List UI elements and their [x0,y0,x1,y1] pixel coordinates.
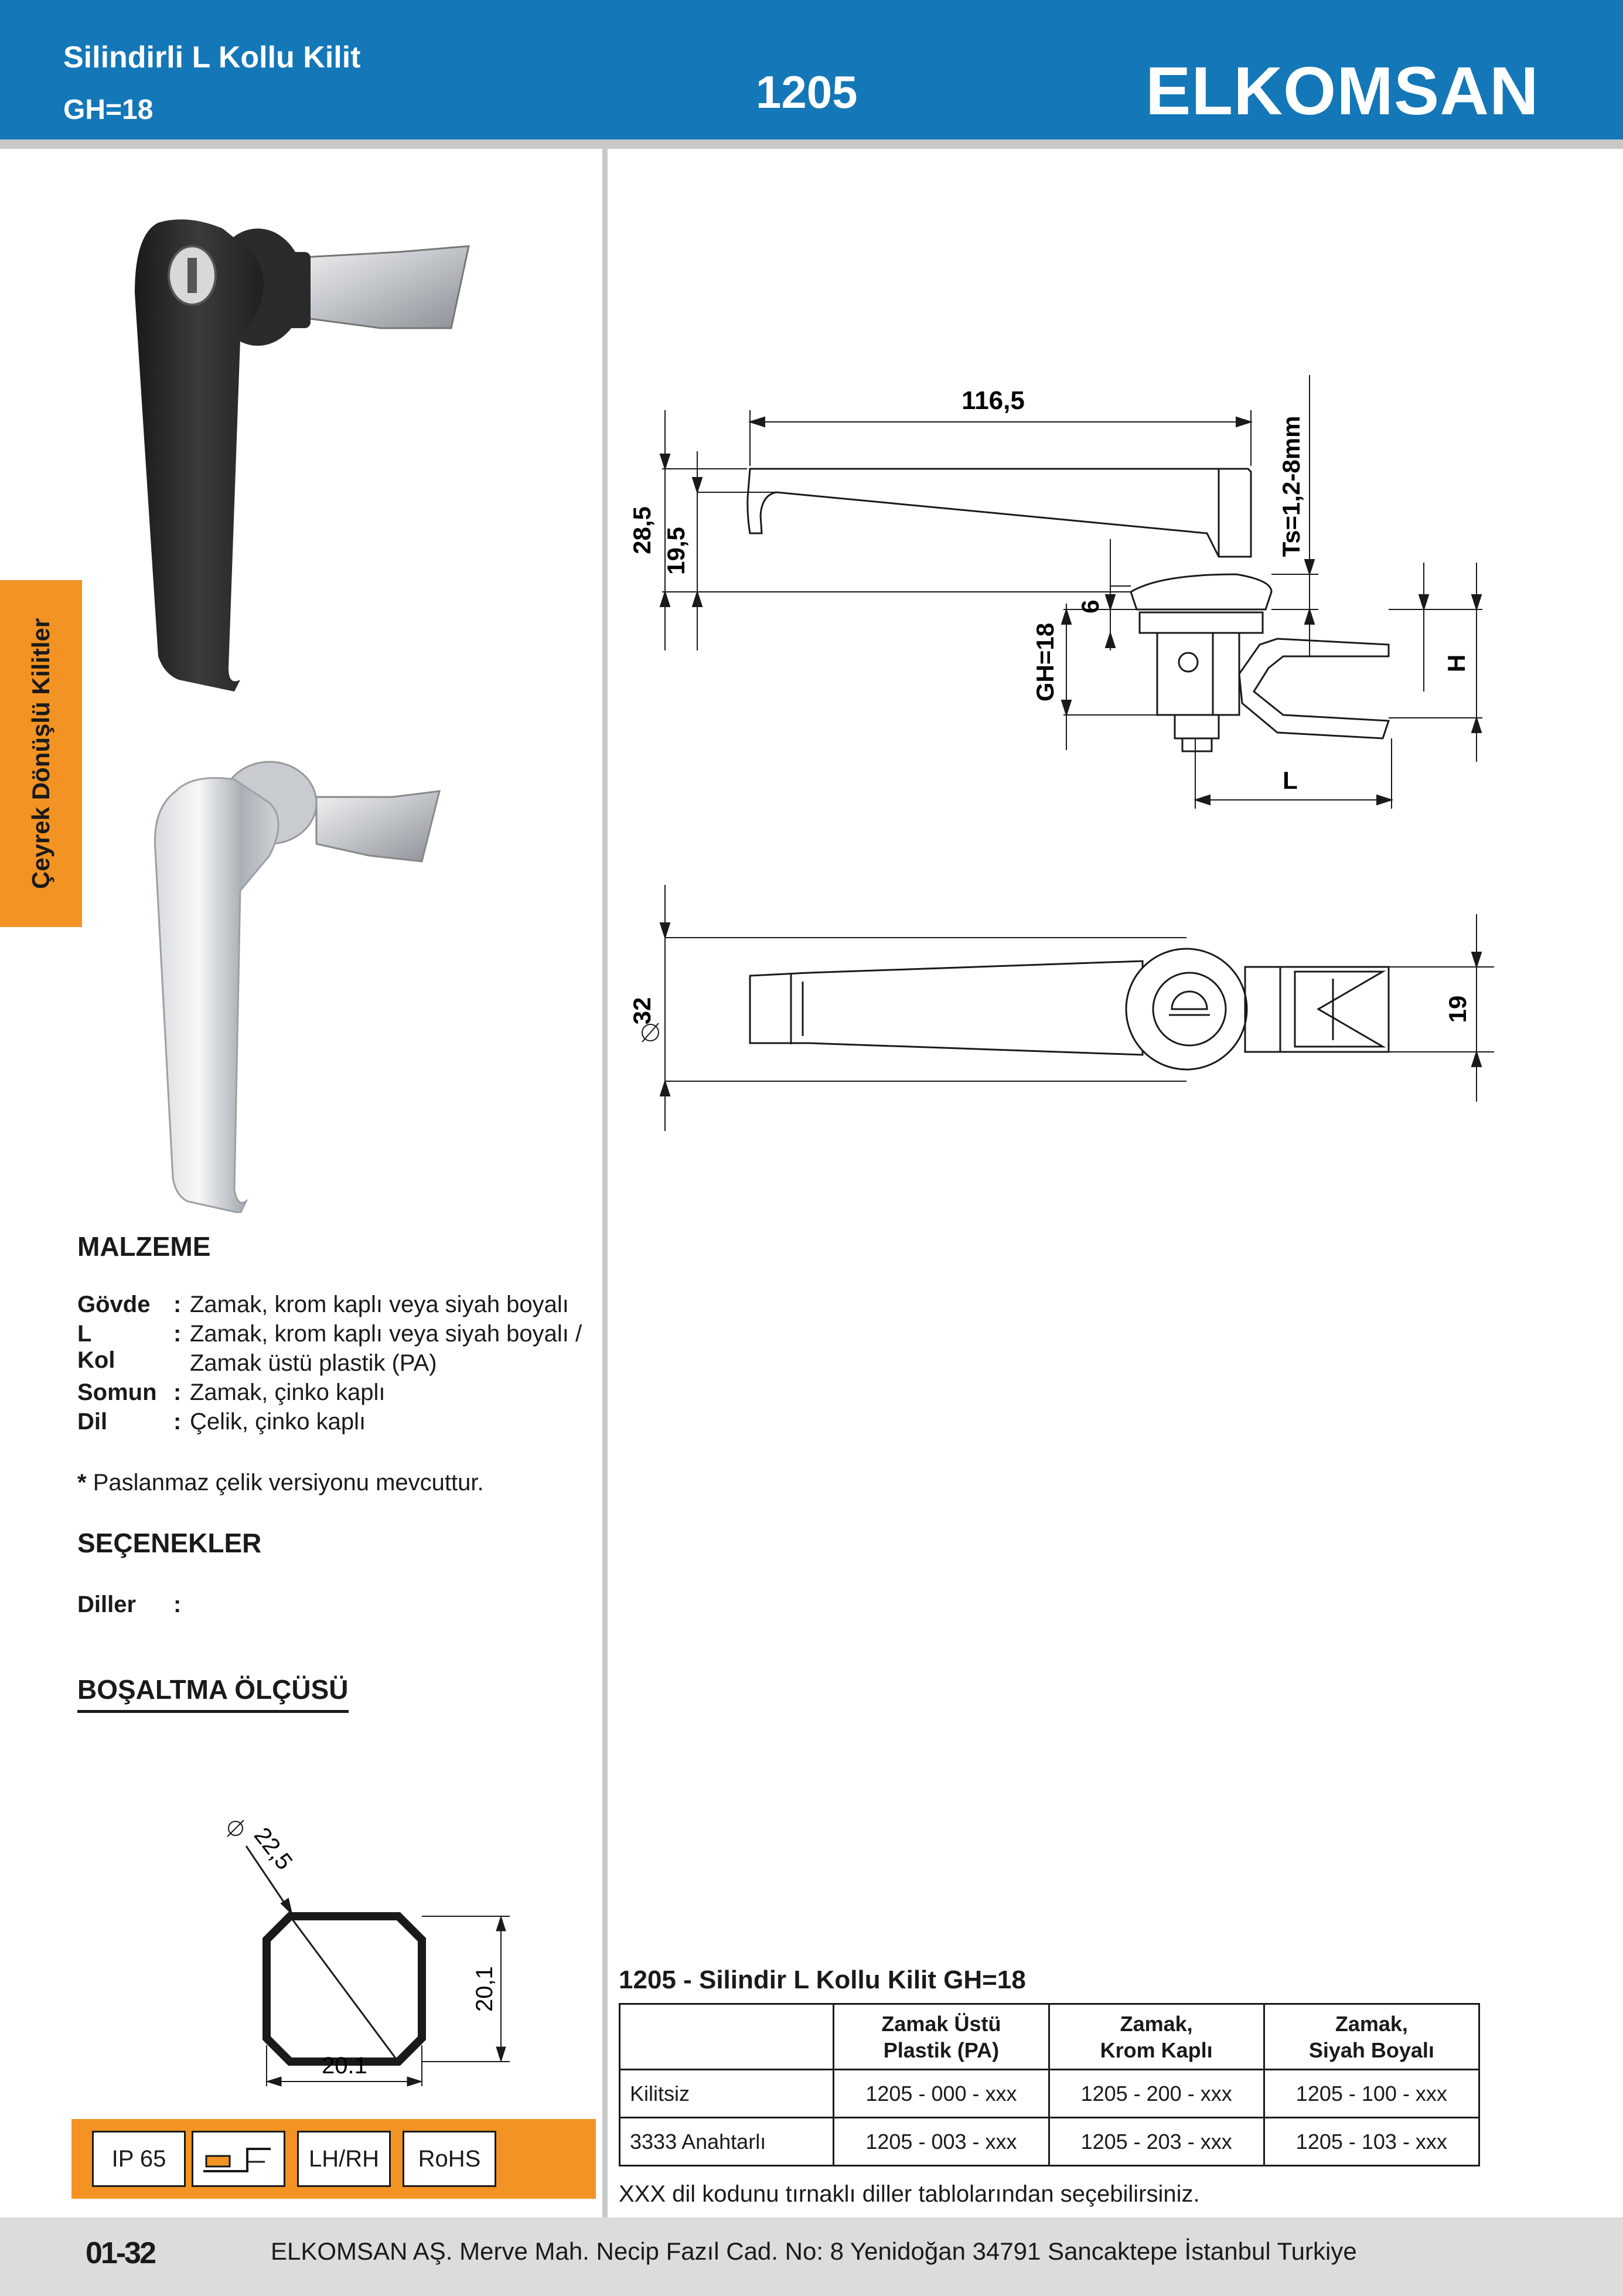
material-value: Zamak üstü plastik (PA) [190,1350,437,1376]
stainless-note [77,1470,484,1496]
column-divider [602,149,608,2217]
material-colon: : [173,1409,182,1435]
dim-6: 6 [1076,599,1104,614]
cutout-height: 20,1 [472,1966,497,2012]
header-line: Plastik (PA) [883,2038,1000,2062]
table-cell: 1205 - 100 - xxx [1264,2070,1479,2118]
dim-19: 19 [1444,995,1471,1023]
company-address: ELKOMSAN AŞ. Merve Mah. Necip Fazıl Cad. No: 8 Yenidoğan 34791 Sancaktepe İstanbul Turkiye [271,2237,1357,2265]
table-header-row [620,2004,1479,2070]
ip65-badge: IP 65 [92,2131,186,2187]
header-line: Siyah Boyalı [1308,2038,1434,2062]
material-colon: : [173,1379,182,1405]
material-colon: : [173,1292,182,1317]
material-key: Dil [77,1409,108,1435]
cutout-width: 20.1 [322,2053,367,2079]
header-line: Zamak, [1335,2011,1408,2036]
panel-mount-icon [192,2131,285,2187]
table-cell: 1205 - 000 - xxx [834,2070,1049,2118]
table-note: XXX dil kodunu tırnaklı diller tablolarından seçebilirsiniz. [619,2181,1200,2207]
table-cell: 1205 - 203 - xxx [1049,2118,1264,2166]
dim-28-5: 28,5 [628,506,656,554]
product-code: 1205 [756,66,858,118]
material-key: Gövde [77,1292,151,1317]
page-number: 01-32 [86,2236,155,2270]
table-row [620,2118,1479,2166]
category-tab-label: Çeyrek Dönüşlü Kilitler [27,618,54,890]
cutout-drawing [199,1811,527,2104]
product-subtitle: GH=18 [63,94,154,125]
row-label: Kilitsiz [620,2070,834,2118]
dim-h: H [1443,654,1470,673]
table-cell: 1205 - 200 - xxx [1049,2070,1264,2118]
order-code-table [619,2003,1480,2166]
note-text: Paslanmaz çelik versiyonu mevcuttur. [86,1470,484,1496]
dim-length: 116,5 [961,386,1025,415]
material-value: Zamak, çinko kaplı [190,1379,386,1405]
lhrh-badge: LH/RH [297,2131,391,2187]
dim-dia32: 32 [628,997,656,1025]
table-title: 1205 - Silindir L Kollu Kilit GH=18 [619,1965,1026,1994]
material-key: L Kol [77,1321,115,1373]
header-stripe [0,139,1623,149]
table-cell: 1205 - 103 - xxx [1264,2118,1479,2166]
top-view-drawing [615,879,1529,1143]
header-line: Krom Kaplı [1100,2038,1213,2062]
material-value: Zamak, krom kaplı veya siyah boyalı [190,1292,569,1317]
row-label: 3333 Anahtarlı [620,2118,834,2166]
panel-mount-graphic [200,2138,277,2179]
table-header-blank [620,2004,834,2070]
table-row [620,2070,1479,2118]
black-lock-photo [123,211,486,691]
rohs-badge: RoHS [403,2131,496,2187]
note-star: * [77,1470,87,1496]
table-cell: 1205 - 003 - xxx [834,2118,1049,2166]
options-heading: SEÇENEKLER [77,1528,262,1558]
cutout-diameter: 22,5 [248,1823,298,1875]
material-key: Somun [77,1379,157,1405]
material-value: Zamak, krom kaplı veya siyah boyalı / [190,1321,582,1347]
dim-ts: Ts=1,2-8mm [1277,415,1305,557]
table-header [834,2004,1049,2070]
brand-logo: ELKOMSAN [1145,53,1539,129]
table-header [1049,2004,1264,2070]
tongue-colon: : [173,1592,182,1617]
dim-19-5: 19,5 [662,527,690,575]
side-view-drawing [615,375,1529,820]
header-line: Zamak, [1120,2011,1193,2036]
dim-gh: GH=18 [1031,622,1059,702]
product-title: Silindirli L Kollu Kilit [63,40,361,74]
header-line: Zamak Üstü [881,2011,1001,2036]
cutout-heading: BOŞALTMA ÖLÇÜSÜ [77,1674,349,1713]
material-colon: : [173,1321,182,1347]
tongue-label: Diller [77,1592,137,1617]
feature-badges [71,2119,596,2199]
material-value: Çelik, çinko kaplı [190,1409,366,1435]
dim-l: L [1283,767,1298,794]
chrome-lock-photo [141,756,457,1213]
table-header [1264,2004,1479,2070]
material-heading: MALZEME [77,1231,211,1262]
